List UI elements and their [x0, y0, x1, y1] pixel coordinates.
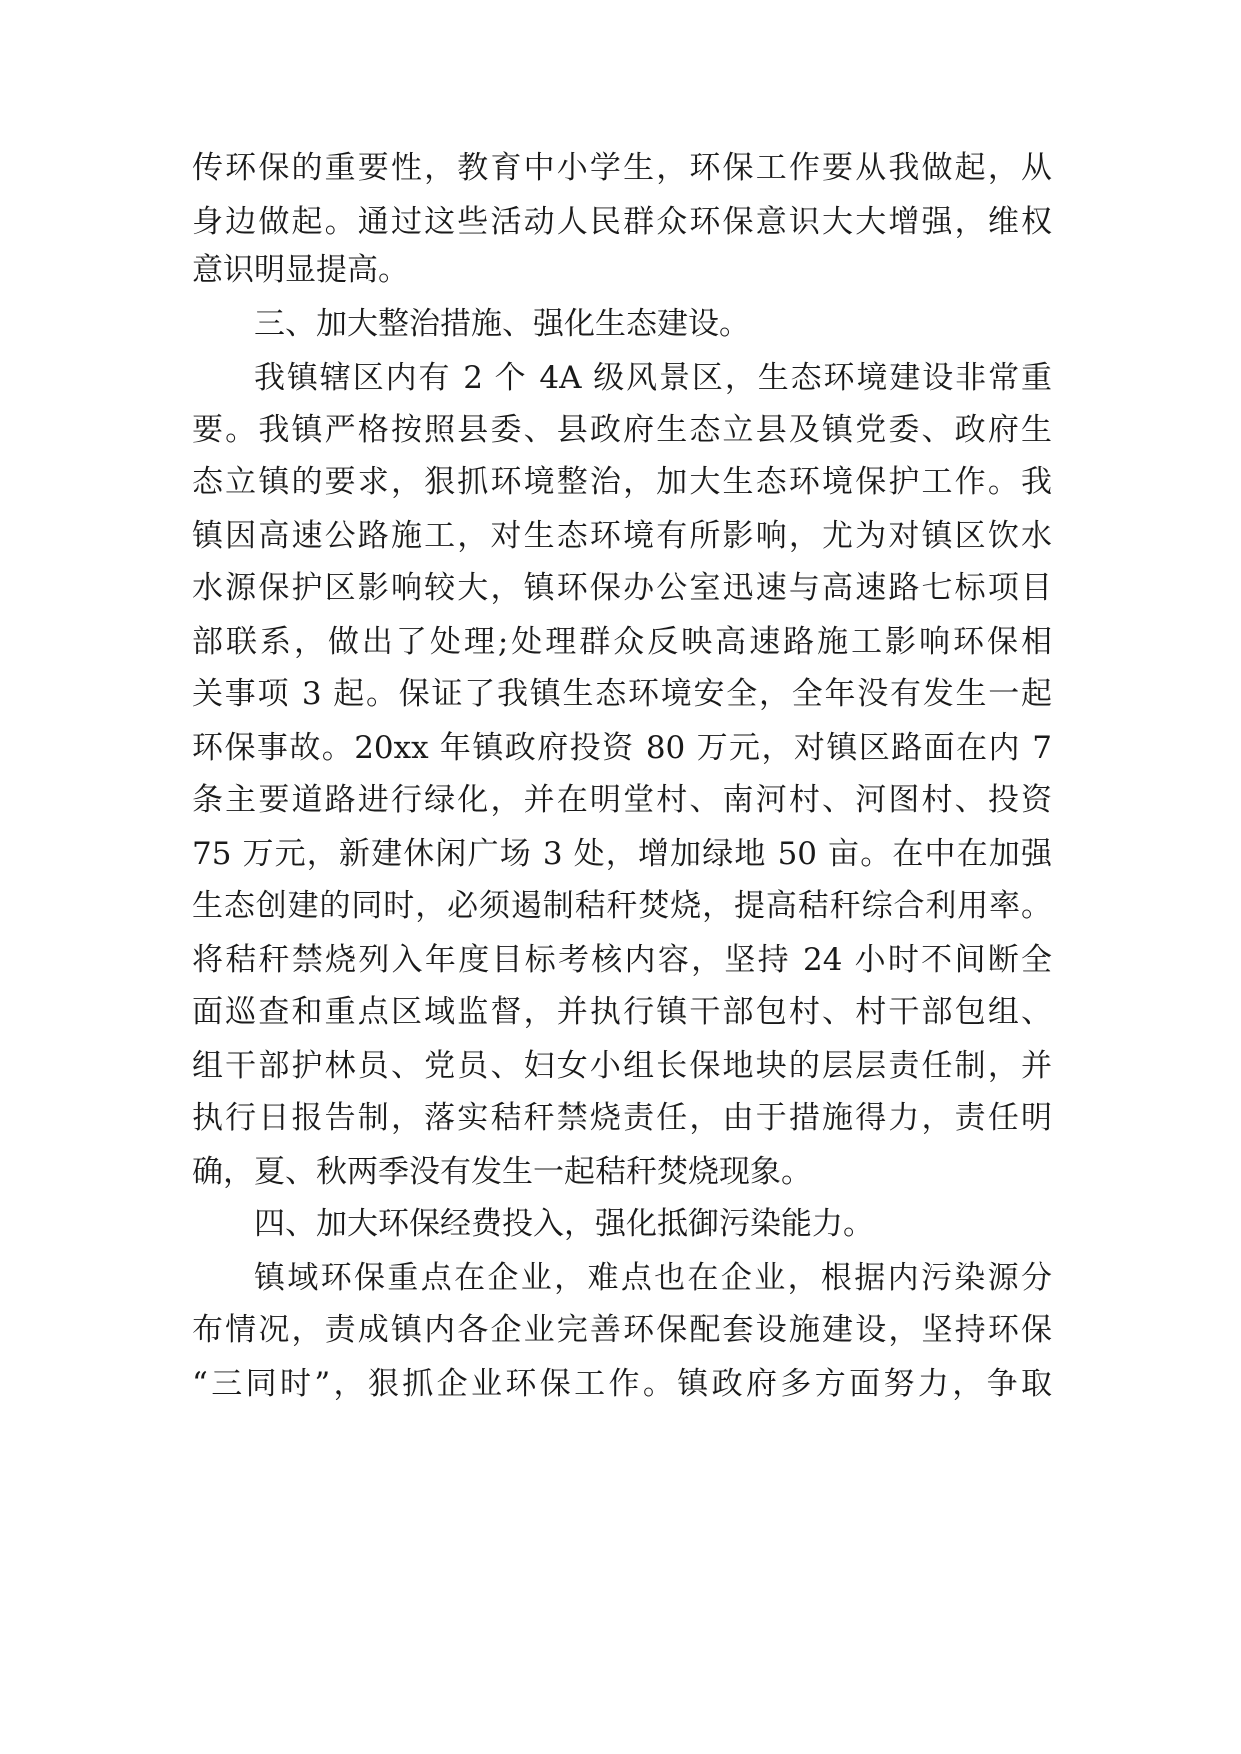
text-line: 执行日报告制，落实秸秆禁烧责任，由于措施得力，责任明	[192, 1100, 1052, 1136]
text-line: “三同时”，狠抓企业环保工作。镇政府多方面努力，争取	[192, 1366, 1052, 1402]
text-line: 75 万元，新建休闲广场 3 处，增加绿地 50 亩。在中在加强	[192, 836, 1052, 872]
text-line: 面巡查和重点区域监督，并执行镇干部包村、村干部包组、	[192, 994, 1052, 1030]
text-line: 水源保护区影响较大，镇环保办公室迅速与高速路七标项目	[192, 570, 1052, 606]
text-line: 身边做起。通过这些活动人民群众环保意识大大增强，维权	[192, 204, 1052, 240]
text-line: 将秸秆禁烧列入年度目标考核内容，坚持 24 小时不间断全	[192, 942, 1052, 978]
section-heading: 四、加大环保经费投入，强化抵御污染能力。	[254, 1206, 874, 1242]
text-line: 镇因高速公路施工，对生态环境有所影响，尤为对镇区饮水	[192, 518, 1052, 554]
text-line: 要。我镇严格按照县委、县政府生态立县及镇党委、政府生	[192, 412, 1052, 448]
text-line: 确，夏、秋两季没有发生一起秸秆焚烧现象。	[192, 1154, 812, 1190]
text-line: 布情况，责成镇内各企业完善环保配套设施建设，坚持环保	[192, 1312, 1052, 1348]
text-line: 态立镇的要求，狠抓环境整治，加大生态环境保护工作。我	[192, 464, 1052, 500]
text-line: 条主要道路进行绿化，并在明堂村、南河村、河图村、投资	[192, 782, 1052, 818]
text-line: 部联系，做出了处理;处理群众反映高速路施工影响环保相	[192, 624, 1052, 660]
text-line: 生态创建的同时，必须遏制秸秆焚烧，提高秸秆综合利用率。	[192, 888, 1052, 924]
text-line: 传环保的重要性，教育中小学生，环保工作要从我做起，从	[192, 150, 1052, 186]
text-line: 我镇辖区内有 2 个 4A 级风景区，生态环境建设非常重	[254, 360, 1052, 396]
text-line: 组干部护林员、党员、妇女小组长保地块的层层责任制，并	[192, 1048, 1052, 1084]
text-line: 意识明显提高。	[192, 252, 409, 288]
text-line: 环保事故。20xx 年镇政府投资 80 万元，对镇区路面在内 7	[192, 730, 1052, 766]
section-heading: 三、加大整治措施、强化生态建设。	[254, 306, 750, 342]
text-line: 关事项 3 起。保证了我镇生态环境安全，全年没有发生一起	[192, 676, 1052, 712]
text-line: 镇域环保重点在企业，难点也在企业，根据内污染源分	[254, 1260, 1052, 1296]
